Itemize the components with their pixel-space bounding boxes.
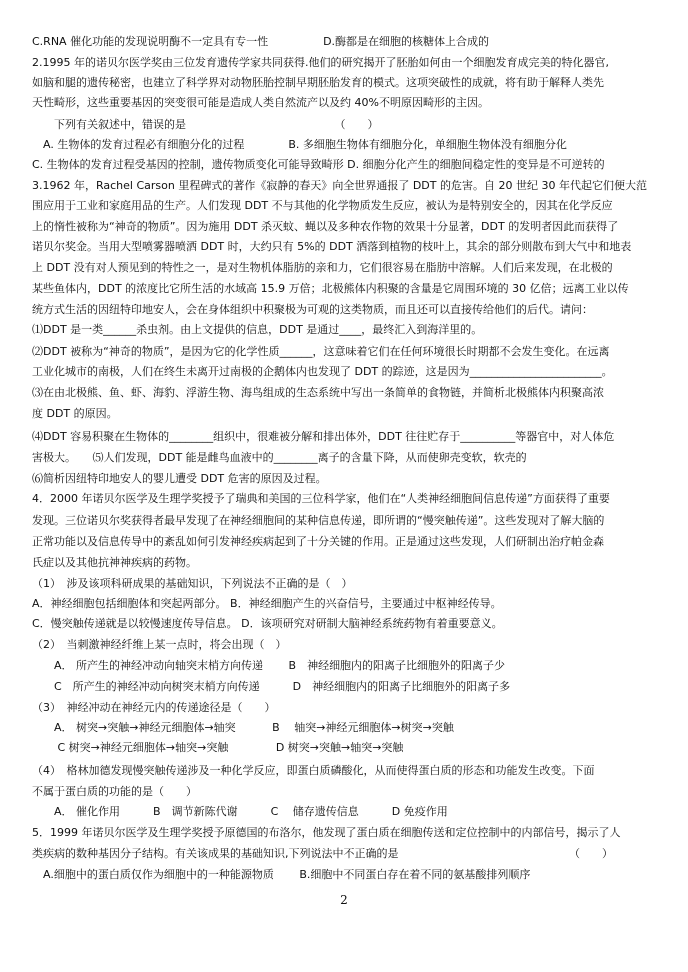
text-line: 如脑和腿的遗传秘密，也建立了科学界对动物胚胎控制早期胚胎发育的模式。这项突破性的成就，将有助于解释人类先 [32,76,604,89]
text-line: ⑴DDT 是一类______杀虫剂。由上文提供的信息，DDT 是通过____，最终汇入到海洋里的。 [32,323,483,336]
text-line: （3） 神经冲动在神经元内的传递途径是（ ） [32,701,276,714]
text-line: 统方式生活的因纽特印地安人，会在身体组织中积聚极为可观的这类物质，而且还可以直接传给他们的后代。请问： [32,303,593,316]
text-line: A． 树突→突触→神经元细胞体→轴突 B 轴突→神经元细胞体→树突→突触 [32,721,454,734]
text-line: ⑶在由北极熊、鱼、虾、海豹、浮游生物、海鸟组成的生态系统中写出一条简单的食物链，并简析北极熊体内积聚高浓 [32,386,604,399]
text-line: 害极大。 ⑸人们发现，DDT 能是雌鸟血液中的________离子的含量下降，从而使卵壳变软，软壳的 [32,451,527,464]
text-line: A.细胞中的蛋白质仅作为细胞中的一种能源物质 B.细胞中不同蛋白存在着不同的氨基酸排列顺序 [32,868,531,881]
text-line: A．神经细胞包括细胞体和突起两部分。 B．神经细胞产生的兴奋信号，主要通过中枢神经传导。 [32,597,502,610]
text-line: C 树突→神经元细胞体→轴突→突触 D 树突→突触→轴突→突触 [32,741,404,754]
text-line: 发现。三位诺贝尔奖获得者最早发现了在神经细胞间的某种信息传递，即所谓的“慢突触传递”。这些发现对了解大脑的 [32,514,605,527]
text-line: 4．2000 年诺贝尔医学及生理学奖授予了瑞典和美国的三位科学家，他们在“人类神经细胞间信息传递”方面获得了重要 [32,492,610,505]
text-line: 上的惰性被称为“神奇的物质”。因为施用 DDT 杀灭蚊、蝇以及多种农作物的效果十分显著，DDT 的发明者因此而获得了 [32,220,619,233]
text-line: 天性畸形，这些重要基因的突变很可能是造成人类自然流产以及约 40%不明原因畸形的主因。 [32,96,489,109]
text-line: 上 DDT 没有对人预见到的特性之一，是对生物机体脂肪的亲和力，它们很容易在脂肪中溶解。人们后来发现，在北极的 [32,261,613,274]
text-line: 氏症以及其他抗神神疾病的药物。 [32,556,197,569]
text-line: 5．1999 年诺贝尔医学及生理学奖授予原德国的布洛尔，他发现了蛋白质在细胞传送和定位控制中的内部信号，揭示了人 [32,826,621,839]
text-line: C．慢突触传递就是以较慢速度传导信息。 D．该项研究对研制大脑神经系统药物有着重要意义。 [32,617,503,630]
text-line: 不属于蛋白质的功能的是（ ） [32,785,197,798]
text-line: A. 生物体的发育过程必有细胞分化的过程 B. 多细胞生物体有细胞分化，单细胞生物体没有细胞分化 [32,138,567,151]
text-line: C. 生物体的发育过程受基因的控制，遗传物质变化可能导致畸形 D. 细胞分化产生的细胞间稳定性的变异是不可逆转的 [32,158,605,171]
text-line: 类疾病的数种基因分子结构。有关该成果的基础知识,下列说法中不正确的是 （ ） [32,847,613,860]
text-line: C 所产生的神经冲动向树突末梢方向传递 D 神经细胞内的阳离子比细胞外的阳离子多 [32,680,511,693]
text-line: 正常功能以及信息传导中的紊乱如何引发神经疾病起到了十分关键的作用。正是通过这些发现，人们研制出治疗帕金森 [32,535,604,548]
text-line: 围应用于工业和家庭用品的生产。人们发现 DDT 不与其他的化学物质发生反应，被认为是特别安全的，因其在化学反应 [32,199,613,212]
text-line: C.RNA 催化功能的发现说明酶不一定具有专一性 D.酶都是在细胞的核糖体上合成的 [32,35,490,48]
text-line: 工业化城市的南极，人们在终生未离开过南极的企鹅体内也发现了 DDT 的踪迹，这是因为________________________。 [32,365,613,378]
text-line: 度 DDT 的原因。 [32,407,118,420]
text-line: A． 催化作用 B 调节新陈代谢 C 储存遗传信息 D 免疫作用 [32,805,448,818]
page-number: 2 [340,893,348,907]
text-line: （1） 涉及该项科研成果的基础知识，下列说法不正确的是（ ） [32,577,353,590]
text-line: ⑵DDT 被称为“神奇的物质”，是因为它的化学性质______，这意味着它们在任何环境很长时期都不会发生变化。在远离 [32,345,610,358]
text-line: 诺贝尔奖金。当用大型喷雾器喷洒 DDT 时，大约只有 5%的 DDT 洒落到植物的枝叶上，其余的部分则散布到大气中和地表 [32,240,632,253]
text-line: 某些鱼体内，DDT 的浓度比它所生活的水域高 15.9 万倍；北极熊体内积聚的含量是它周围环境的 30 亿倍；远离工业以传 [32,282,629,295]
text-line: ⑹简析因纽特印地安人的婴儿遭受 DDT 危害的原因及过程。 [32,472,327,485]
text-line: ⑷DDT 容易积聚在生物体的________组织中，很难被分解和排出体外，DDT 往往贮存于__________等器官中，对人体危 [32,430,615,443]
text-line: 下列有关叙述中，错误的是 （ ） [32,118,379,131]
text-line: A． 所产生的神经冲动向轴突末梢方向传递 B 神经细胞内的阳离子比细胞外的阳离子少 [32,659,506,672]
text-line: （4） 格林加德发现慢突触传递涉及一种化学反应，即蛋白质磷酸化，从而使得蛋白质的形态和功能发生改变。下面 [32,764,595,777]
text-line: （2） 当刺激神经纤维上某一点时，将会出现（ ） [32,638,287,651]
text-line: 2.1995 年的诺贝尔医学奖由三位发育遗传学家共同获得.他们的研究揭开了胚胎如何由一个细胞发育成完美的特化器官, [32,56,609,69]
text-line: 3.1962 年，Rachel Carson 里程碑式的著作《寂静的春天》向全世界通报了 DDT 的危害。自 20 世纪 30 年代起它们便大范 [32,179,647,192]
